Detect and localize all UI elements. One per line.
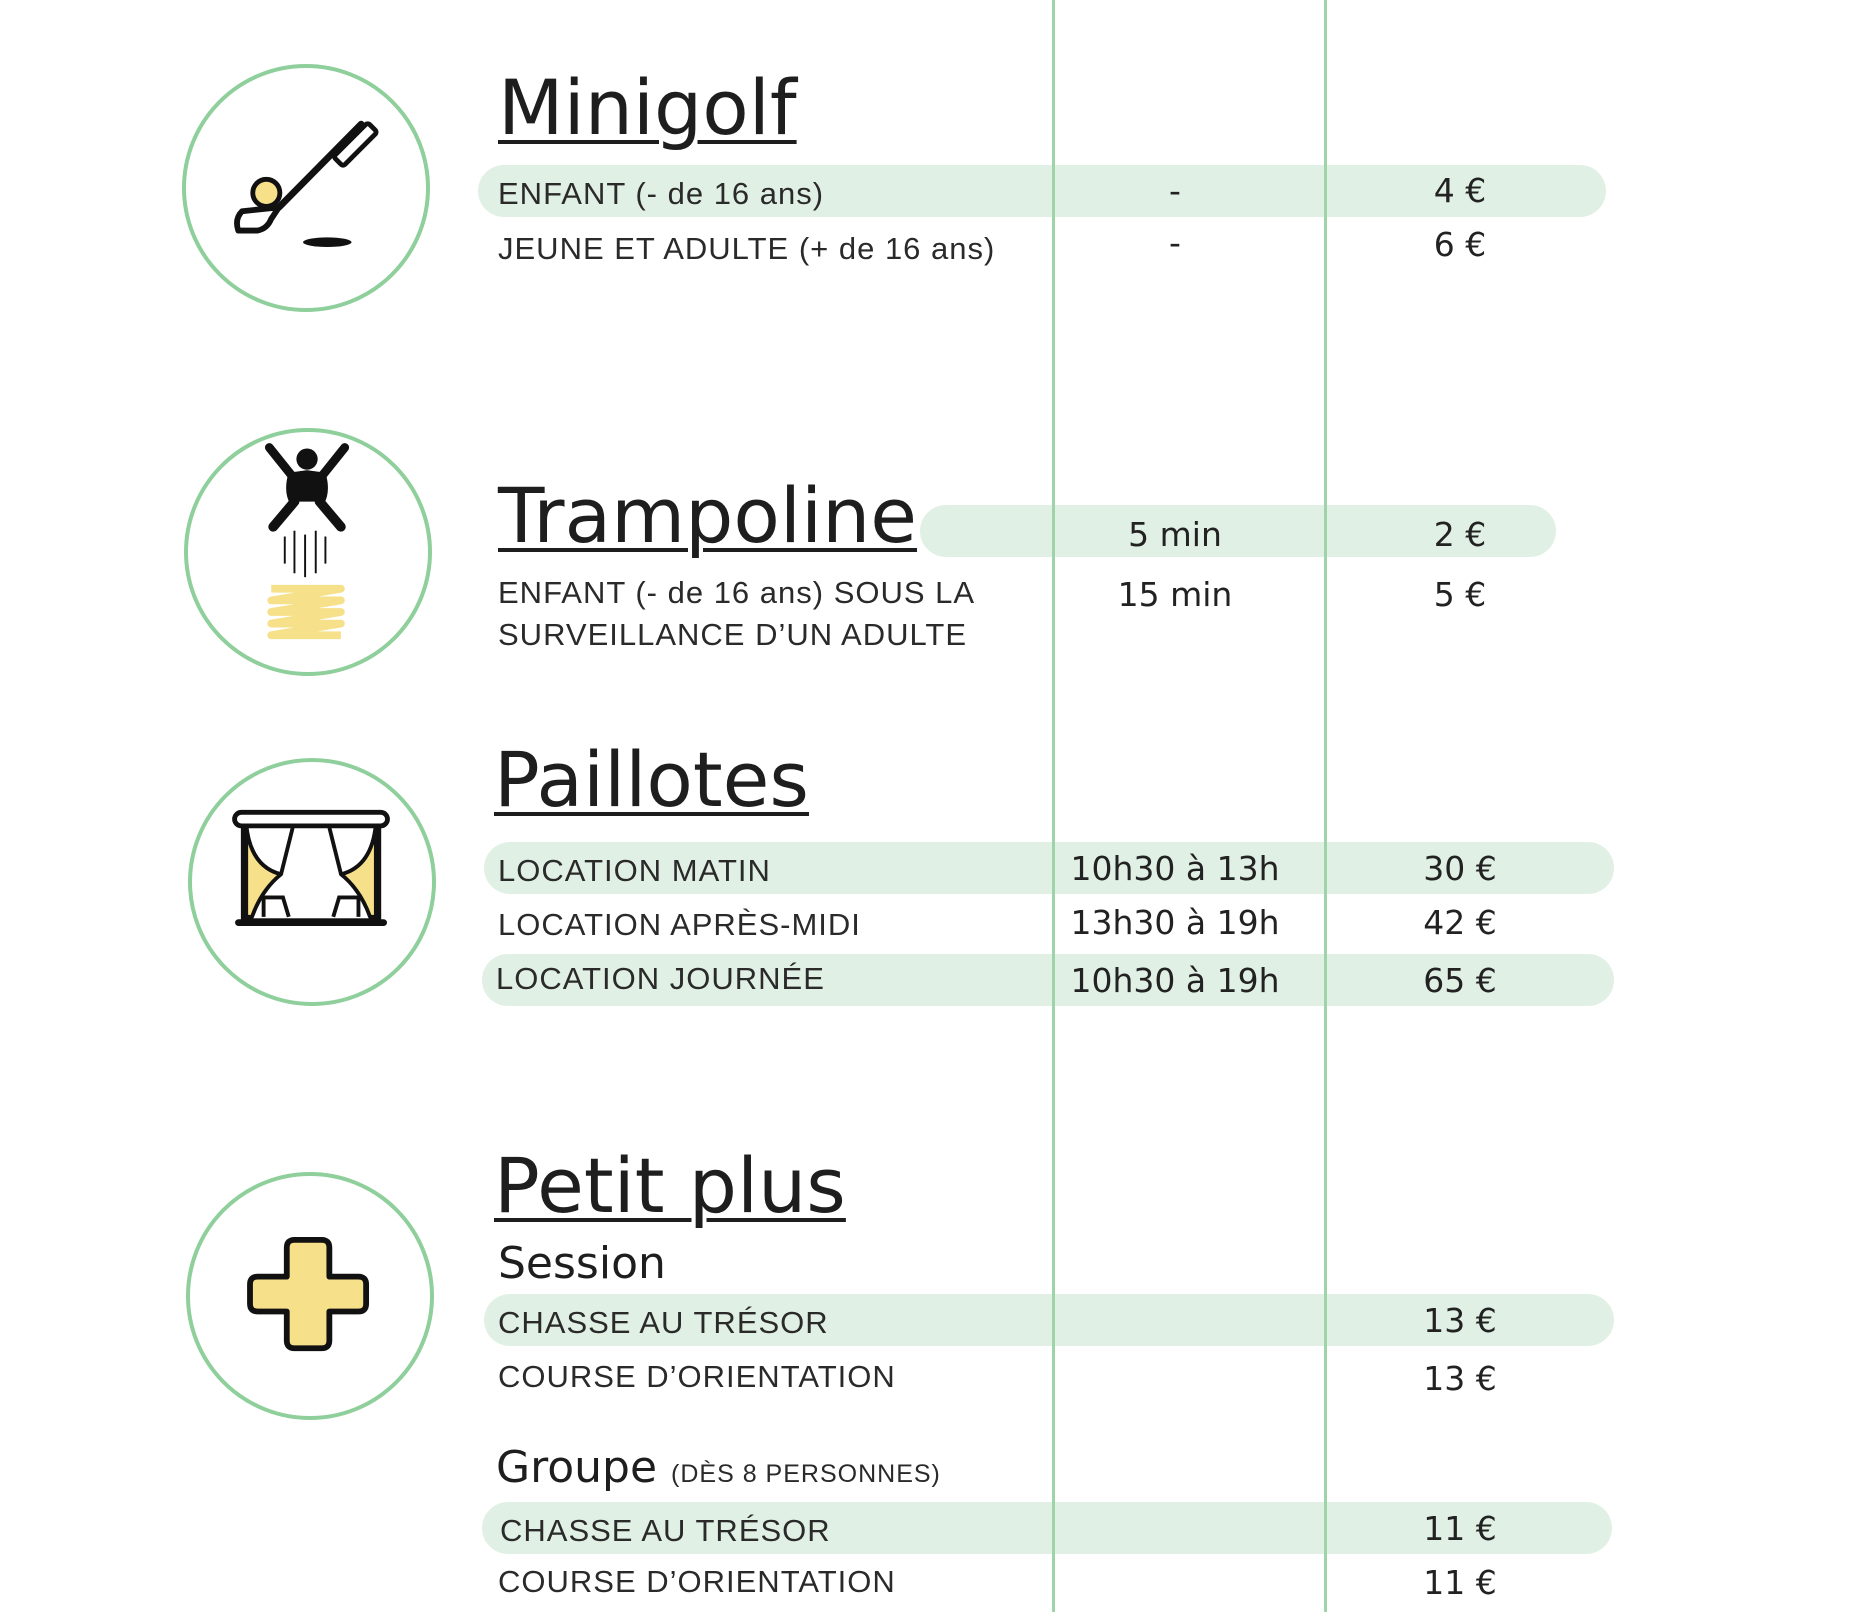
row-duration: 5 min	[1128, 515, 1222, 554]
row-price: 6 €	[1433, 225, 1487, 264]
row-duration: 10h30 à 13h	[1070, 849, 1280, 888]
plus-icon	[186, 1172, 434, 1420]
row-price: 11 €	[1423, 1509, 1497, 1548]
row-duration: -	[1169, 171, 1181, 210]
row-label: CHASSE AU TRÉSOR	[500, 1513, 831, 1548]
row-price: 65 €	[1423, 961, 1497, 1000]
row-label: LOCATION JOURNÉE	[496, 961, 825, 996]
row-price: 4 €	[1433, 171, 1487, 210]
row-price: 42 €	[1423, 903, 1497, 942]
row-price: 13 €	[1423, 1301, 1497, 1340]
row-price: 11 €	[1423, 1563, 1497, 1602]
row-label: ENFANT (- de 16 ans) SOUS LA SURVEILLANCE D’UN ADULTE	[498, 575, 974, 652]
row-label: ENFANT (- de 16 ans)	[498, 176, 825, 211]
row-price: 5 €	[1433, 575, 1487, 614]
row-label: COURSE D’ORIENTATION	[498, 1564, 896, 1599]
paillote-icon	[188, 758, 436, 1006]
row-label: COURSE D’ORIENTATION	[498, 1359, 896, 1394]
column-divider-right	[1324, 0, 1327, 1612]
row-duration: 13h30 à 19h	[1070, 903, 1280, 942]
groupe-note: (DÈS 8 PERSONNES)	[671, 1460, 941, 1488]
section-title-trampoline: Trampoline	[498, 471, 918, 560]
minigolf-icon	[182, 64, 430, 312]
section-title-petit-plus: Petit plus	[494, 1141, 846, 1230]
row-label: LOCATION APRÈS-MIDI	[498, 907, 861, 942]
row-price: 2 €	[1433, 515, 1487, 554]
subheading-groupe	[496, 1442, 941, 1493]
row-label: CHASSE AU TRÉSOR	[498, 1305, 829, 1340]
row-label: JEUNE ET ADULTE (+ de 16 ans)	[498, 231, 996, 266]
row-price: 30 €	[1423, 849, 1497, 888]
row-duration: -	[1169, 223, 1181, 262]
row-label: LOCATION MATIN	[498, 853, 771, 888]
row-duration: 15 min	[1117, 575, 1233, 614]
groupe-heading: Groupe	[496, 1442, 658, 1493]
section-title-minigolf: Minigolf	[498, 63, 797, 152]
row-price: 13 €	[1423, 1359, 1497, 1398]
section-title-paillotes: Paillotes	[494, 735, 809, 824]
subheading-session: Session	[498, 1238, 666, 1289]
row-duration: 10h30 à 19h	[1070, 961, 1280, 1000]
trampoline-icon	[184, 428, 432, 676]
